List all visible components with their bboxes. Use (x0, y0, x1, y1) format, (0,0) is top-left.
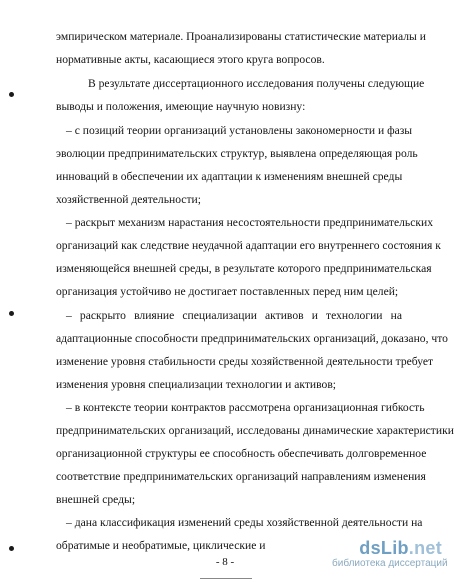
text-line: организационной структуры ее способность обеспечивать долговременное (56, 447, 427, 460)
text-line: выводы и положения, имеющие научную новизну: (56, 100, 306, 113)
text-line: обратимые и необратимые, циклические и (56, 539, 266, 552)
text-line: эволюции предпринимательских структур, выявлена определяющая роль (56, 147, 418, 160)
text-line: соответствие предпринимательских организаций направлениям изменения (56, 470, 426, 483)
text-line: изменяющейся внешней среды, в результате которого предпринимательская (56, 262, 432, 275)
text-line: – раскрыто влияние специализации активов и технологии на (66, 309, 402, 322)
text-line: внешней среды; (56, 493, 136, 506)
watermark-logo (332, 538, 442, 558)
text-line: изменение уровня стабильности среды хозяйственной деятельности требует (56, 355, 434, 368)
page-bottom-rule (200, 578, 252, 579)
binding-hole-mark (9, 311, 14, 316)
site-watermark (332, 538, 448, 570)
text-line: инноваций в обеспечении их адаптации к изменениям внешней среды (56, 170, 403, 183)
text-line: – в контексте теории контрактов рассмотрена организационная гибкость (66, 401, 425, 414)
binding-hole-mark (9, 546, 14, 551)
page-number: - 8 - (215, 556, 235, 568)
text-line: организаций как следствие неудачной адаптации его внутреннего состояния к (56, 239, 441, 252)
text-line: организация устойчиво не достигает поставленных перед ним целей; (56, 285, 399, 298)
watermark-tagline: библиотека диссертаций (332, 558, 448, 569)
text-line: – с позиций теории организаций установлены закономерности и фазы (66, 124, 413, 137)
watermark-brand: dsLib (359, 538, 409, 558)
text-line: эмпирическом материале. Проанализированы статистические материалы и (56, 30, 426, 43)
text-line: адаптационные способности предпринимательских организаций, доказано, что (56, 332, 448, 345)
text-line: изменения уровня специализации технологии и активов; (56, 378, 337, 391)
text-line: В результате диссертационного исследования получены следующие (88, 77, 425, 90)
text-line: нормативные акты, касающиеся этого круга вопросов. (56, 53, 325, 66)
text-line: – раскрыт механизм нарастания несостоятельности предпринимательских (66, 216, 433, 229)
text-line: предпринимательских организаций, исследованы динамические характеристики (56, 424, 454, 437)
text-line: – дана классификация изменений среды хозяйственной деятельности на (66, 516, 423, 529)
watermark-brand-suffix: .net (408, 538, 442, 558)
binding-hole-mark (9, 92, 14, 97)
text-line: хозяйственной деятельности; (56, 193, 201, 206)
